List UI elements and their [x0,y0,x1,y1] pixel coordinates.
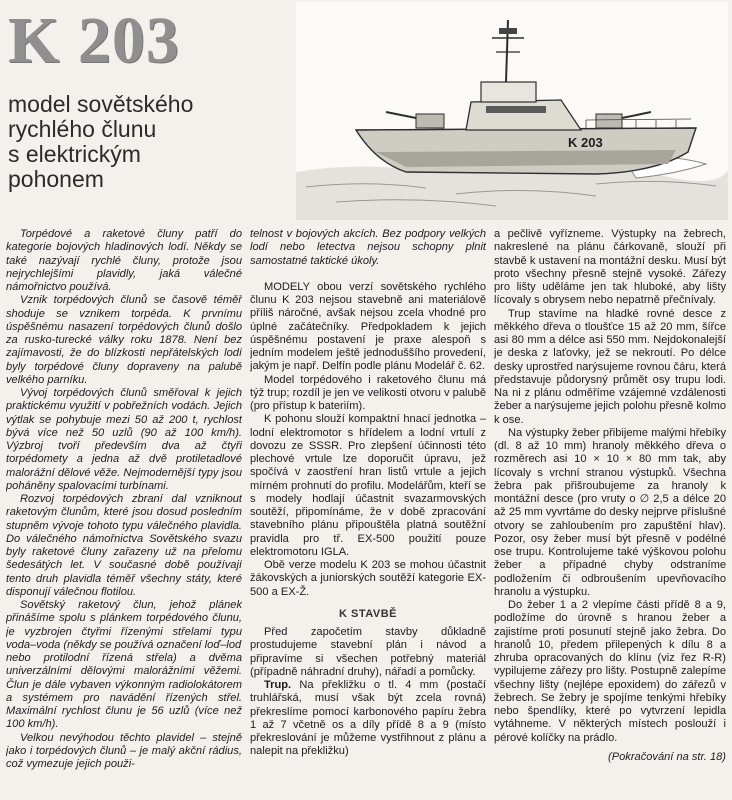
paragraph: MODELY obou verzí sovětského rychlého člunu K 203 nejsou stavebně ani materiálově příliš náročné, avšak nejsou zcela vhodné pro úplné začátečníky. Předpokladem k jejich úspěšnému postavení je praxe alespoň s jedním modelem ještě jednoduššího provedení, jakým je např. Delfín podle plánu Modelář č. 62. [250,280,486,373]
paragraph: Trup stavíme na hladké rovné desce z měkkého dřeva o tloušťce 15 až 20 mm, šířce asi 80 mm a délce asi 550 mm. Nejdokonalejší je deska z laťovky, jež se nekroutí. Po délce desky uprostřed narýsujeme rovnou čáru, která představuje půdorysný průmět osy trupu lodi. Na ni z plánu odměříme vzájemné vzdálenosti žeber a narýsujeme jejich polohu přesně kolmo k ose. [494,307,726,426]
gun-turret [596,114,622,128]
subtitle-line: s elektrickým [8,141,141,167]
continuation-note: (Pokračování na str. 18) [608,750,726,763]
paragraph: Do žeber 1 a 2 vlepíme části přídě 8 a 9, podložíme do úrovně s hranou žeber a zajistíme proti posunutí stejně jako žebra. Do hranolů 10, předem přilepených k dílu 8 a zhruba opracovaných do klínu (viz řez R-R) vypilujeme zářezy pro lišty. Postupně zalepíme všechny lišty (nejlépe epoxidem) do zářezů v žebrech. Se žebry je spojíme tenkými hřebíky nebo špendlíky, které po vytvrzení lepidla vytáhneme. V některých místech poslouží i pérové kolíčky na prádlo. [494,599,726,744]
paragraph: Vývoj torpédových člunů směřoval k jejich praktickému využití v pobřežních vodách. Jejich výtlak se pohybuje mezi 50 až 200 t, rychlost bývá více než 50 uzlů (90 až 100 km/h). Výzbroj tvoří především dva až čtyři torpédomety a jedna až dvě protiletadlové malorážní dělové věže. Nejmodernější typy jsou poháněny spalovacími turbínami. [6,387,242,492]
paragraph: Na výstupky žeber přibijeme malými hřebíky (dl. 8 až 10 mm) hranoly měkkého dřeva o rozměrech asi 10 × 10 × 80 mm tak, aby lícovaly s vrchní stranou výstupků. Všechna žebra pak přišroubujeme za hranoly k montážní desce (pro vruty o ∅ 2,5 a délce 20 až 25 mm vyvrtáme do desky nejprve příslušné otvory se zahloubením pro zapuštění hlav). Pozor, osy žeber musí být přesně v podélné ose trupu. Kontrolujeme také výškovou polohu žeber a případné chyby odstraníme podložením či odbroušením upevňovacího hranolu a výstupku. [494,426,726,598]
inline-heading: Trup. [264,679,292,691]
paragraph: Rozvoj torpédových zbraní dal vzniknout raketovým člunům, které jsou dosud posledním stupněm vývoje tohoto typu válečného plavidla. Do válečného námořnictva Sovětského svazu byly raketové čluny zařazeny už na přelomu šedesátých let. V současné době používají tento druh plavidla téměř všechny státy, které disponují válečnou flotilou. [6,493,242,598]
gun-barrel [386,112,416,118]
boat-drawing [296,2,728,220]
bridge [466,100,581,130]
paragraph: Model torpédového i raketového člunu má týž trup; rozdíl je jen ve velikosti otvoru v palubě (pro přístup k bateriím). [250,373,486,412]
paragraph-text: Na překližku o tl. 4 mm (postačí truhlářská, musí však být zcela rovná) překreslíme pomocí karbonového papíru žebra 1 až 7 včetně os a díly přídě 8 a 9 (místo překreslování je můžeme vystřihnout z plánu a nalepit na překližku) [250,679,486,758]
paragraph: Torpédové a raketové čluny patří do kategorie bojových hladinových lodí. Někdy se také nazývají rychlé čluny, protože jsou nejrychlejšími plavidly, jaká válečné námořnictvo používá. [6,228,242,293]
subtitle-line: pohonem [8,166,104,192]
article-title: K 203 [8,4,180,77]
paragraph-continued: telnost v bojových akcích. Bez podpory velkých lodí nebo letectva nejsou schopny plnit samostatné taktické úkoly. [250,228,486,267]
hull-marking: K 203 [568,135,603,150]
bridge-top [481,82,536,102]
text-column-3 [494,228,726,794]
paragraph: Velkou nevýhodou těchto plavidel – stejně jako i torpédových člunů – je malý akční rádius, což vymezuje jejich použi- [6,731,242,770]
paragraph: Vznik torpédových člunů se časově téměř shoduje se vznikem torpéda. K prvnímu úspěšnému nasazení torpédových člunů došlo za rusko-turecké války roku 1878. Není bez zajímavosti, že do blízkosti nepřátelských lodí byly torpédové čluny dopraveny na palubě velkého parníku. [6,294,242,386]
subtitle-line: model sovětského [8,91,194,117]
text-column-1 [6,228,242,794]
text-column-2 [250,228,486,794]
paragraph: Před započetím stavby důkladně prostudujeme stavební plán i návod a připravíme si všechen potřebný materiál (případně náhradní druhy), nářadí a pomůcky. [250,626,486,678]
gun-barrel [622,112,651,118]
gun-turret [416,114,444,128]
window-row [486,106,546,113]
subtitle-line: rychlého člunu [8,116,157,142]
paragraph: Obě verze modelu K 203 se mohou účastnit žákovských a juniorských soutěží kategorie EX-500 a EX-Ž. [250,559,486,598]
boat-illustration [296,2,728,220]
article-subtitle [8,92,298,192]
radar [499,28,517,34]
paragraph: K pohonu slouží kompaktní hnací jednotka – lodní elektromotor s hřídelem a lodní vrtulí z dovozu ze SSSR. Pro zlepšení účinnosti této plechové vrtule lze doporučit úpravu, jež spočívá v zaostření hran listů vrtule a jejich mírném prohnutí do profilu. Modelářům, kteří se s modely hodlají účastnit svazarmovských soutěží, připomínáme, že v době zpracování stavebního plánu připouštěla platná soutěžní pravidla pro tř. EX-500 použití pouze elektromotoru IGLA. [250,413,486,558]
paragraph-trup [250,679,486,759]
paragraph: Sovětský raketový člun, jehož plánek přinášíme spolu s plánkem torpédového člunu, je vyzbrojen čtyřmi řízenými střelami typu voda–voda (někdy se používá označení loď–loď nebo protilodní řízená střela) a dvěma univerzálními dělovými malorážními věžemi. Člun je dále vybaven výkonným radiolokátorem a systémem pro navádění řízených střel. Maximální rychlost člunu je 56 uzlů (více než 100 km/h). [6,599,242,731]
section-heading: K STAVBĚ [339,607,397,620]
paragraph-continued: a pečlivě vyřízneme. Výstupky na žebrech, nakreslené na plánu čárkovaně, slouží při stavbě k ustavení na montážní desku. Musí být proto všechny přesně stejně vysoké. Zářezy pro lišty uděláme jen tak hluboké, aby lišty lícovaly s obrysem nebo nepatrně přečnívaly. [494,228,726,307]
